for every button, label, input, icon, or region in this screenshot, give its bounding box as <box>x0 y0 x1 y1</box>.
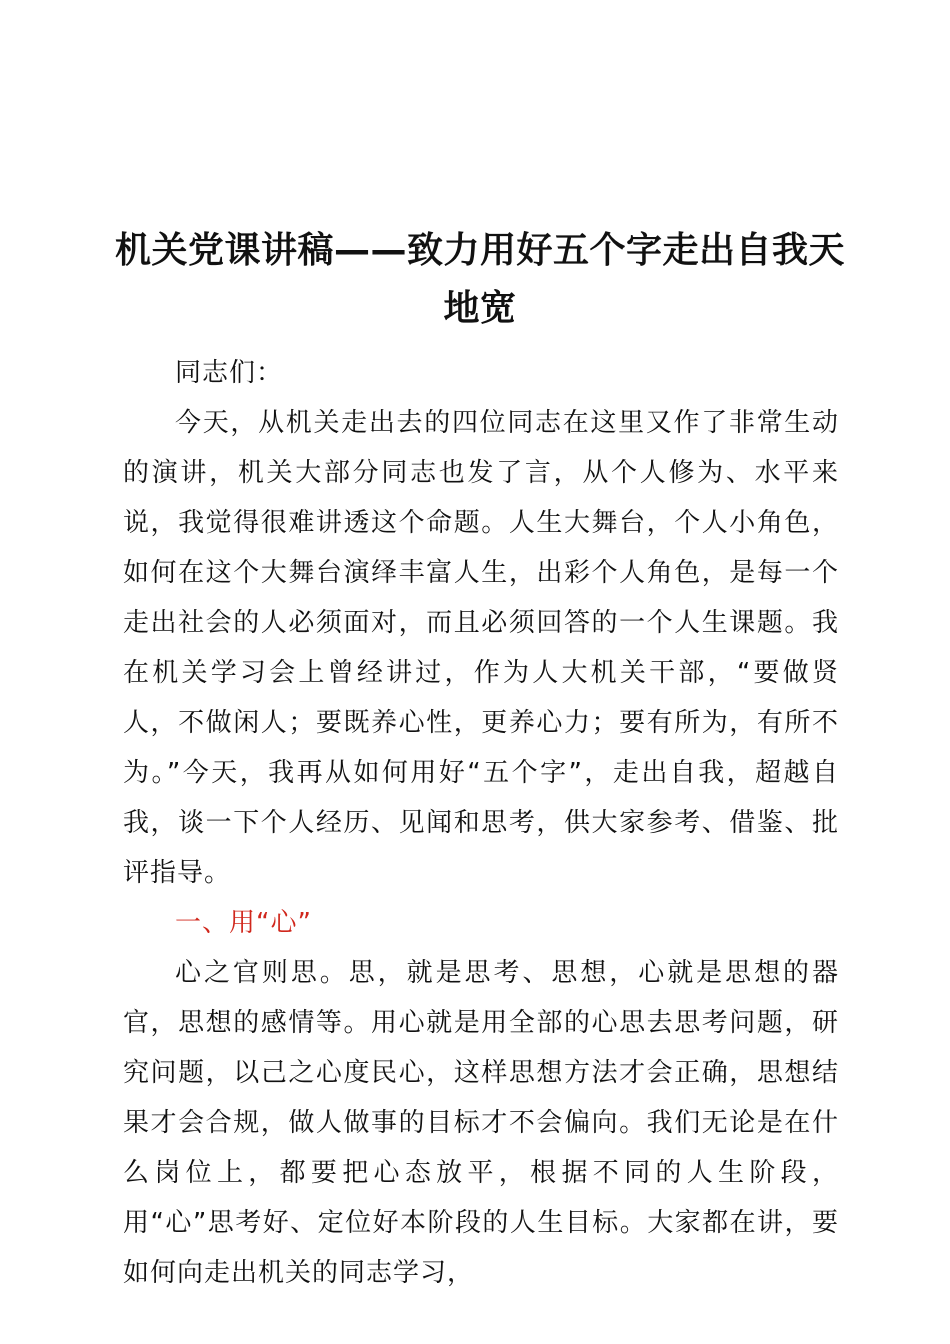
document-title: 机关党课讲稿——致力用好五个字走出自我天地宽 <box>114 230 845 329</box>
body-paragraph-1: 今天，从机关走出去的四位同志在这里又作了非常生动的演讲，机关大部分同志也发了言，从个人修为、水平来说，我觉得很难讲透这个命题。人生大舞台，个人小角色，如何在这个大舞台演绎丰富人生，出彩个人角色，是每一个走出社会的人必须面对，而且必须回答的一个人生课题。我在机关学习会上曾经讲过，作为人大机关干部，“要做贤人，不做闲人；要既养心性，更养心力；要有所为，有所不为。”今天，我再从如何用好“五个字”，走出自我，超越自我，谈一下个人经历、见闻和思考，供大家参考、借鉴、批评指导。 <box>123 408 839 888</box>
document-body <box>123 348 839 1298</box>
salutation: 同志们： <box>175 358 284 388</box>
section-heading-1: 一、用“心” <box>175 908 312 938</box>
section-paragraph-1: 心之官则思。思，就是思考、思想，心就是思想的器官，思想的感情等。用心就是用全部的心思去思考问题，研究问题，以己之心度民心，这样思想方法才会正确，思想结果才会合规，做人做事的目标才不会偏向。我们无论是在什么岗位上，都要把心态放平，根据不同的人生阶段，用“心”思考好、定位好本阶段的人生目标。大家都在讲，要如何向走出机关的同志学习， <box>123 958 839 1288</box>
